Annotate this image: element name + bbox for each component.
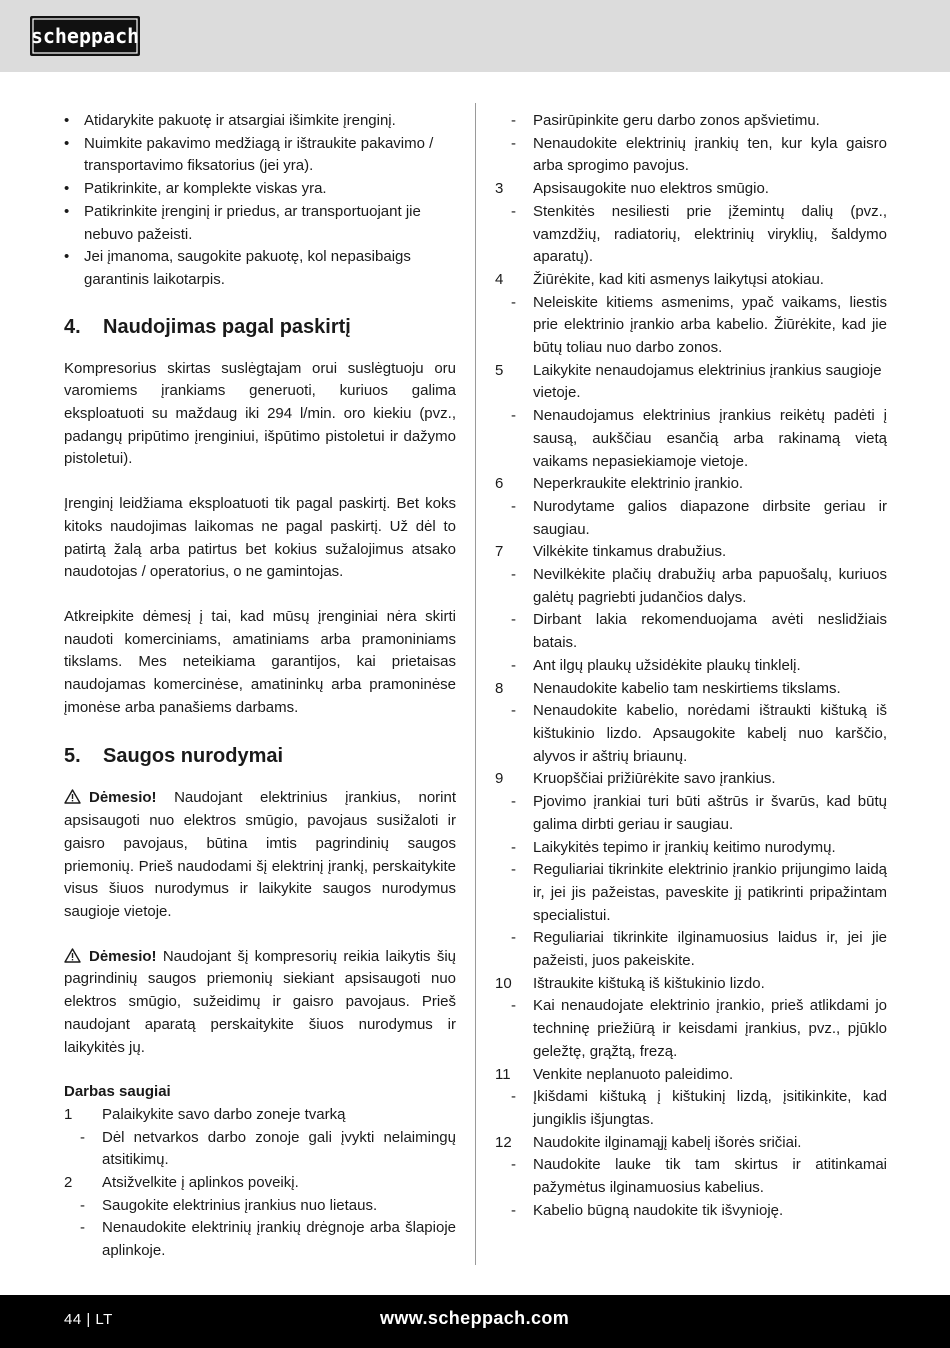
dash-marker: - [511, 656, 516, 674]
item-number: 7 [495, 543, 504, 561]
numbered-item [64, 1104, 456, 1127]
item-number: 1 [64, 1105, 73, 1123]
item-text: Reguliariai tikrinkite elektrinio įrankio prijungimo laidą ir, jei jis pažeistas, paveskite jį patikrinti pripažintam specialistui. [533, 861, 887, 924]
item-text: Nurodytame galios diapazone dirbsite geriau ir saugiau. [533, 497, 887, 538]
logo-wordmark [30, 16, 140, 56]
dash-marker: - [511, 793, 516, 811]
page-number: 44 | LT [64, 1311, 113, 1328]
item-number: 10 [495, 974, 512, 992]
item-text: Neleiskite kitiems asmenims, ypač vaikams, liestis prie elektrinio įrankio arba kabelio. Žiūrėkite, kad jie būtų toliau nuo darbo zonos. [533, 293, 887, 357]
item-text: Dėl netvarkos darbo zonoje gali įvykti nelaimingų atsitikimų. [102, 1128, 456, 1169]
section-number: 4. [64, 315, 81, 338]
dash-item [495, 1154, 887, 1199]
warning-label: Dėmesio! [89, 947, 157, 965]
dash-item [495, 496, 887, 541]
item-text: Venkite neplanuoto paleidimo. [533, 1065, 734, 1083]
numbered-item [495, 1132, 887, 1155]
dash-marker: - [511, 838, 516, 856]
dash-marker: - [511, 293, 516, 311]
item-number: 6 [495, 475, 504, 493]
dash-marker: - [511, 112, 516, 129]
item-text: Nevilkėkite plačių drabužių arba papuošalų, kuriuos galėtų pagriebti judančios dalys. [533, 566, 887, 606]
dash-item [495, 564, 887, 609]
item-number: 2 [64, 1174, 73, 1192]
dash-marker: - [511, 1156, 516, 1174]
numbered-item [495, 360, 887, 405]
item-text: Įkišdami kištuką į kištukinį lizdą, įsitikinkite, kad jungiklis išjungtas. [533, 1088, 887, 1128]
dash-marker: - [511, 997, 516, 1015]
item-text: Pasirūpinkite geru darbo zonos apšvietimu. [533, 112, 820, 129]
dash-marker: - [80, 1128, 85, 1146]
item-text: Kruopščiai prižiūrėkite savo įrankius. [533, 770, 776, 788]
right-column [495, 110, 887, 1222]
item-text: Pjovimo įrankiai turi būti aštrūs ir švarūs, kad būtų galima dirbti geriau ir saugiau. [533, 793, 887, 833]
item-text: Apsisaugokite nuo elektros smūgio. [533, 180, 769, 198]
item-text: Neperkraukite elektrinio įrankio. [533, 475, 744, 493]
work-safety-title: Darbas saugiai [64, 1083, 171, 1101]
item-number: 3 [495, 180, 504, 198]
item-number: 8 [495, 679, 504, 697]
dash-item [495, 859, 887, 927]
dash-item [495, 995, 887, 1063]
warning-triangle-icon [64, 789, 81, 804]
dash-item [495, 791, 887, 836]
item-text: Nenaudokite kabelio tam neskirtiems tikslams. [533, 679, 841, 697]
dash-marker: - [511, 566, 516, 584]
left-column [64, 110, 456, 1263]
section-title: Naudojimas pagal paskirtį [103, 315, 351, 338]
item-number: 12 [495, 1133, 512, 1151]
item-text: Naudokite lauke tik tam skirtus ir atitinkamai pažymėtus ilginamuosius kabelius. [533, 1156, 887, 1197]
item-text: Ištraukite kištuką iš kištukinio lizdo. [533, 974, 765, 992]
numbered-item [495, 1064, 887, 1087]
numbered-item [495, 678, 887, 701]
dash-item [495, 609, 887, 654]
column-divider [475, 103, 476, 1265]
warning-label: Dėmesio! [89, 789, 157, 807]
item-text: Atsižvelkite į aplinkos poveikį. [102, 1174, 299, 1192]
dash-marker: - [511, 407, 516, 425]
dash-item [495, 201, 887, 269]
section-4-heading [64, 314, 456, 340]
dash-item [64, 1127, 456, 1172]
numbered-item [64, 1172, 456, 1195]
item-text: Žiūrėkite, kad kiti asmenys laikytųsi atokiau. [533, 270, 824, 288]
dash-marker: - [511, 611, 516, 629]
dash-marker: - [511, 134, 516, 152]
warning-text: Naudojant elektrinius įrankius, norint apsisaugoti nuo elektros smūgio, pavojaus susižaloti ir gaisro pavojaus, būtina imtis pagrindinių saugos priemonių. Prieš naudodami šį elektrinį įrankį, perskaitykite visus šiuos nurodymus ir laikykite saugos nurodymus saugioje vietoje. [64, 789, 456, 920]
dash-marker: - [80, 1196, 85, 1214]
warning-triangle-icon [64, 948, 81, 963]
section-title: Saugos nurodymai [103, 745, 284, 768]
item-text: Laikykitės tepimo ir įrankių keitimo nurodymų. [533, 838, 836, 856]
list-item: • Atidarykite pakuotę ir atsargiai išimkite įrenginį. [64, 110, 456, 133]
numbered-item [495, 973, 887, 996]
dash-marker: - [511, 1088, 516, 1106]
dash-marker: - [511, 1201, 516, 1219]
item-text: Kai nenaudojate elektrinio įrankio, prieš atlikdami jo techninę priežiūrą ir keisdami įrankius, pvz., pjūklo geležtę, grąžtą, frezą. [533, 997, 887, 1060]
numbered-item [495, 541, 887, 564]
numbered-item [495, 178, 887, 201]
numbered-item [495, 473, 887, 496]
item-text: Ant ilgų plaukų užsidėkite plaukų tinklelį. [533, 656, 801, 674]
item-text: Dirbant lakia rekomenduojama avėti neslidžiais batais. [533, 611, 887, 652]
item-number: 5 [495, 361, 504, 379]
dash-marker: - [511, 202, 516, 220]
item-number: 11 [495, 1065, 511, 1083]
item-text: Kabelio būgną naudokite tik išvynioję. [533, 1201, 784, 1219]
warning-paragraph [64, 787, 456, 923]
website-link[interactable]: www.scheppach.com [380, 1308, 570, 1328]
numbered-item [495, 768, 887, 791]
page-footer [0, 1295, 950, 1348]
dash-marker: - [511, 929, 516, 947]
dash-item [495, 1086, 887, 1131]
intended-use-paragraph: Kompresorius skirtas suslėgtajam orui suslėgtuoju oru varomiems įrankiams generuoti, kuriuos galima eksploatuoti su maždaug iki 294 l/min. oro kiekiu (pvz., padangų pripūtimo įrenginiui, išpūtimo pistoletui ir dažymo pistoletui). [64, 359, 456, 468]
dash-item [64, 1217, 456, 1262]
dash-item [495, 927, 887, 972]
dash-item [495, 133, 887, 178]
list-item: • Nuimkite pakavimo medžiagą ir ištraukite pakavimo / transportavimo fiksatorius (jei yra). [64, 133, 456, 178]
intended-use-paragraph: Įrenginį leidžiama eksploatuoti tik pagal paskirtį. Bet koks kitoks naudojimas laikomas ne pagal paskirtį. Už dėl to patirtą žalą arba patirtus bet kokius sužalojimus atsako naudotojas / operatorius, o ne gamintojas. [64, 495, 456, 581]
item-text: Nenaudokite elektrinių įrankių ten, kur kyla gaisro arba sprogimo pavojus. [533, 134, 887, 175]
item-text: Palaikykite savo darbo zoneje tvarką [102, 1105, 346, 1123]
dash-item [495, 405, 887, 473]
dash-item [495, 700, 887, 768]
item-text: Nenaudojamus elektrinius įrankius reikėtų padėti į sausą, aukščiau esančią arba rakinamą vietą vaikams nepasiekiamoje vietoje. [533, 407, 887, 470]
item-text: Vilkėkite tinkamus drabužius. [533, 543, 727, 561]
section-5-heading [64, 743, 456, 769]
dash-item [495, 292, 887, 360]
page-header [0, 0, 950, 72]
list-item: • Jei įmanoma, saugokite pakuotę, kol nepasibaigs garantinis laikotarpis. [64, 246, 456, 291]
dash-marker: - [511, 497, 516, 515]
dash-item [495, 655, 887, 678]
dash-item [495, 837, 887, 860]
item-text: Laikykite nenaudojamus elektrinius įrankius saugioje vietoje. [533, 361, 882, 402]
warning-text: Naudojant šį kompresorių reikia laikytis šių pagrindinių saugos priemonių siekiant apsisaugoti nuo elektros smūgio, sužeidimų ir gaisro pavojaus. Prieš naudojant aparatą perskaitykite šiuos nurodymus ir laikykitės jų. [64, 947, 456, 1056]
svg-text:scheppach: scheppach [30, 24, 140, 48]
dash-marker: - [511, 861, 516, 879]
section-number: 5. [64, 745, 81, 768]
list-item: • Patikrinkite įrenginį ir priedus, ar transportuojant jie nebuvo pažeisti. [64, 201, 456, 246]
scheppach-logo [30, 16, 140, 56]
dash-item [495, 1200, 887, 1223]
item-text: Stenkitės nesiliesti prie įžemintų dalių (pvz., vamzdžių, radiatorių, elektrinių viryklių, šaldymo aparatų). [533, 202, 887, 266]
list-item: • Patikrinkite, ar komplekte viskas yra. [64, 178, 456, 201]
item-text: Nenaudokite elektrinių įrankių drėgnoje arba šlapioje aplinkoje. [102, 1219, 456, 1260]
item-number: 4 [495, 270, 504, 288]
item-text: Saugokite elektrinius įrankius nuo lietaus. [102, 1196, 378, 1214]
dash-marker: - [80, 1219, 85, 1237]
dash-item [495, 110, 887, 133]
item-text: Reguliariai tikrinkite ilginamuosius laidus ir, jei jie pažeisti, juos pakeiskite. [533, 929, 887, 970]
item-number: 9 [495, 770, 504, 788]
warning-paragraph [64, 946, 456, 1060]
dash-marker: - [511, 702, 516, 720]
dash-item [64, 1195, 456, 1218]
numbered-item [495, 269, 887, 292]
item-text: Naudokite ilginamąjį kabelį išorės sričiai. [533, 1133, 802, 1151]
intended-use-paragraph: Atkreipkite dėmesį į tai, kad mūsų įrenginiai nėra skirti naudoti komerciniams, amatiniams arba pramoniniams tikslams. Mes neteikiama garantijos, kai prietaisas naudojamas komercinėse, amatininkų arba pramoninėse įmonėse arba panašiems darbams. [64, 607, 456, 716]
item-text: Nenaudokite kabelio, norėdami ištraukti kištuką iš kištukinio lizdo. Apsaugokite kabelį nuo karščio, alyvos ir aštrių briaunų. [533, 702, 887, 765]
